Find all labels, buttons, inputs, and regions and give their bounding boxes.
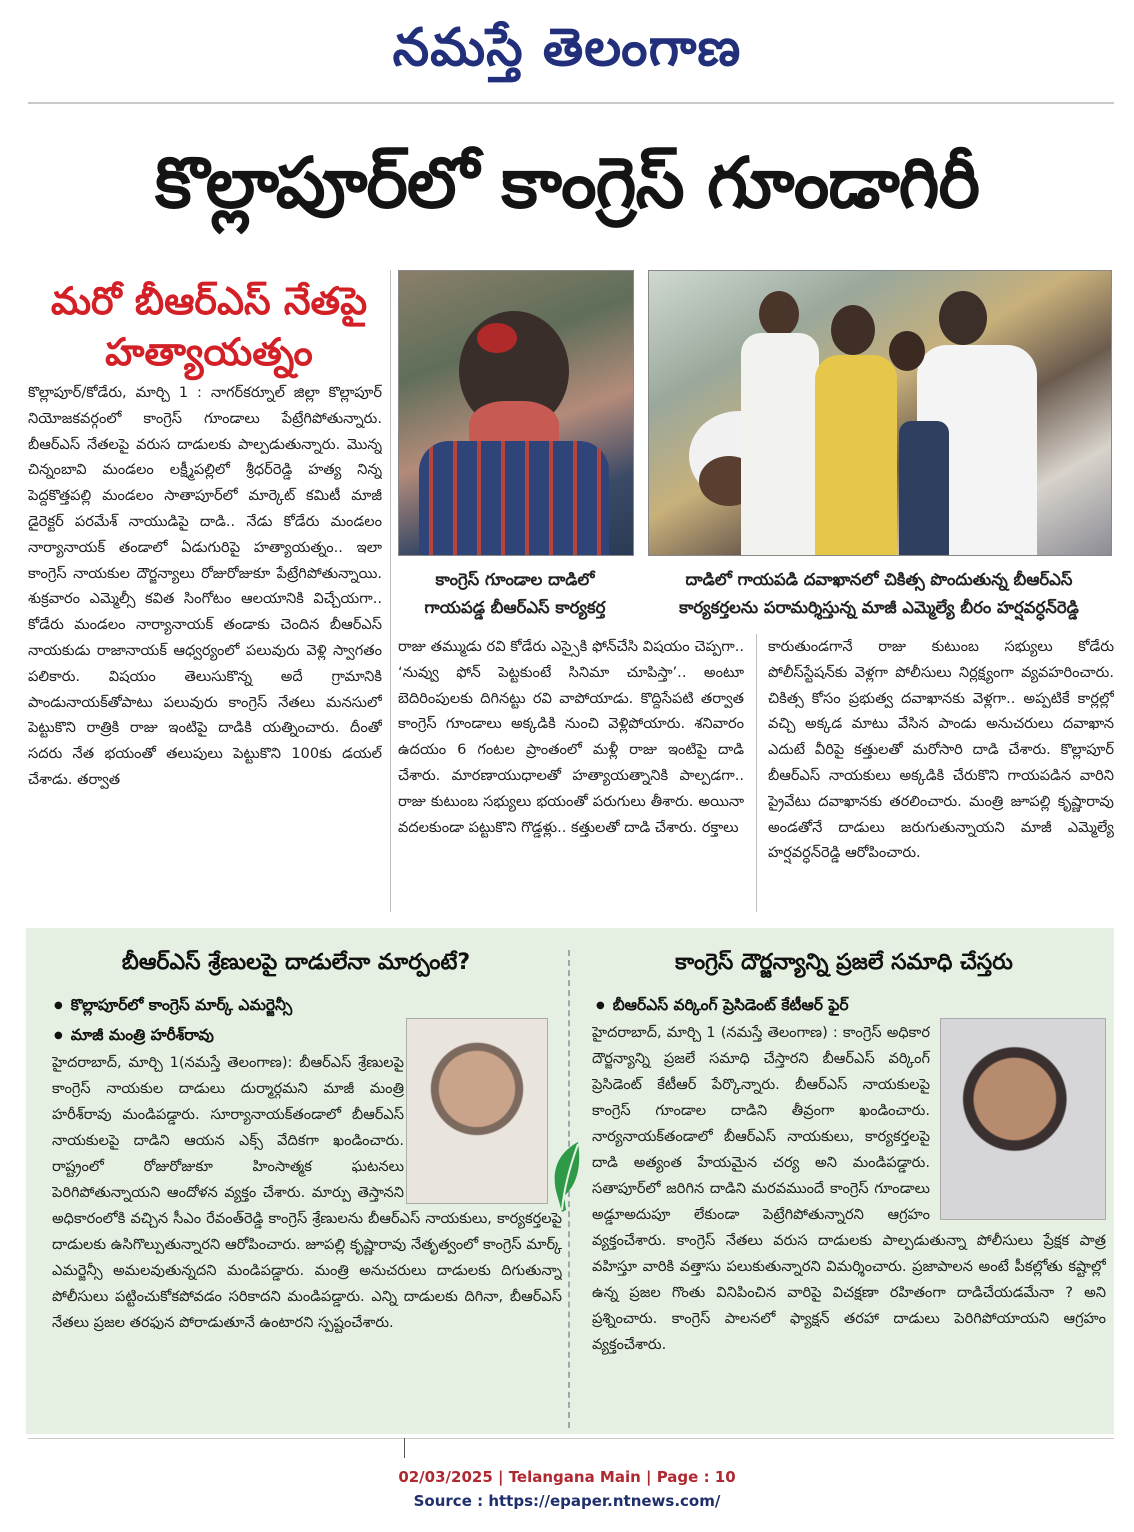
photo-caption-left-line-2: గాయపడ్డ బీఆర్‌ఎస్ కార్యకర్త xyxy=(424,598,606,617)
subheadline-line-2: హత్యాయత్నం xyxy=(105,330,313,374)
ktr-photo xyxy=(940,1018,1106,1220)
right-box-body: హైదరాబాద్, మార్చి 1 (నమస్తే తెలంగాణ) : కాంగ్రెస్ అధికార దౌర్జన్యాన్ని ప్రజలే సమాధి చేస్తారని బీఆర్‌ఎస్ వర్కింగ్ ప్రెసిడెంట్ కేటీఆర్ పేర్కొన్నారు. బీఆర్‌ఎస్ నాయకులపై కాంగ్రెస్ గూండాల దాడిని తీవ్రంగా ఖండించారు. నార్యనాయక్‌తండాలో బీఆర్‌ఎస్ నాయకులు, కార్యకర్తలపై దాడి అత్యంత హేయమైన చర్య అని మండిపడ్డారు. సతాపూర్‌లో జరిగిన దాడిని మరవముందే కాంగ్రెస్ గూండాలు అడ్డూఅదుపూ లేకుండా పెట్రేగిపోతున్నారని ఆగ్రహం వ్యక్తంచేశారు. కాంగ్రెస్ నేతలు వరుస దాడులకు పాల్పడుతున్నా పోలీసులు ప్రేక్షక పాత్ర వహిస్తూ వారికి వత్తాసు పలుకుతున్నారని విమర్శించారు. ప్రజాపాలన అంటే పీకల్లోతు కష్టాల్లో ఉన్న ప్రజల గొంతు వినిపించిన వారిపై విచక్షణా రహితంగా దాడిచేయడమేనా ? అని ప్రశ్నించారు. కాంగ్రెస్ పాలనలో ఫ్యాక్షన్ తరహా దాడులు పెరిగిపోయాయని ఆగ్రహం వ్యక్తంచేశారు. xyxy=(592,1024,1106,1353)
photo-caption-left-line-1: కాంగ్రెస్ గూండాల దాడిలో xyxy=(435,570,595,589)
left-box-title: బీఆర్‌ఎస్ శ్రేణులపై దాడులేనా మార్పంటే? xyxy=(121,950,471,975)
subheadline-line-1: మరో బీఆర్‌ఎస్ నేతపై xyxy=(50,279,368,323)
right-box-bullet-1: ● బీఆర్‌ఎస్ వర్కింగ్ ప్రెసిడెంట్ కేటీఆర్ ఫైర్ xyxy=(596,990,1096,1020)
hospital-visit-photo xyxy=(648,270,1112,556)
masthead-divider xyxy=(28,102,1114,104)
column-divider xyxy=(756,634,757,912)
source-link[interactable]: Source : https://epaper.ntnews.com/ xyxy=(413,1492,721,1510)
photo-caption-right-line-2: కార్యకర్తలను పరామర్శిస్తున్న మాజీ ఎమ్మెల్యే బీరం హర్షవర్ధన్‌రెడ్డి xyxy=(679,598,1079,617)
story-column-3: కారుతుండగానే రాజు కుటుంబ సభ్యులు కోడేరు పోలీస్‌స్టేషన్‌కు వెళ్లగా పోలీసులు నిర్లక్ష్యంగా వ్యవహరించారు. చికిత్స కోసం ప్రభుత్వ దవాఖానకు వెళ్లగా.. అప్పటికే కార్లల్లో వచ్చి అక్కడ మాటు వేసిన పాండు అనుచరులు దవాఖాన ఎదుటే వీరిపై కత్తులతో మరోసారి దాడి చేశారు. కొల్లాపూర్ బీఆర్‌ఎస్ నాయకులు అక్కడికి చేరుకొని గాయపడిన వారిని ప్రైవేటు దవాఖానకు తరలించారు. మంత్రి జూపల్లి కృష్ణారావు అండతోనే దాడులు జరుగుతున్నాయని మాజీ ఎమ్మెల్యే హర్షవర్ధన్‌రెడ్డి ఆరోపించారు. xyxy=(768,638,1114,862)
photo-caption-right-line-1: దాడిలో గాయపడి దవాఖానలో చికిత్స పొందుతున్న బీఆర్‌ఎస్ xyxy=(685,570,1073,589)
injured-worker-photo xyxy=(398,270,634,556)
story-column-2: రాజు తమ్ముడు రవి కోడేరు ఎస్సైకి ఫోన్‌చేసి విషయం చెప్పగా.. ‘నువ్వు ఫోన్ పెట్టకుంటే సినిమా చూపిస్తా’.. అంటూ బెదిరింపులకు దిగినట్టు రవి వాపోయాడు. కొద్దిసేపటి తర్వాత కాంగ్రెస్ గూండాలు అక్కడికి నుంచి వెళ్లిపోయారు. శనివారం ఉదయం 6 గంటల ప్రాంతంలో మళ్లీ రాజు ఇంటిపై దాడి చేశారు. మారణాయుధాలతో హత్యాయత్నానికి పాల్పడగా.. రాజు కుటుంబ సభ్యులు భయంతో పరుగులు తీశారు. అయినా వదలకుండా పట్టుకొని గొడ్డళ్లు.. కత్తులతో దాడి చేశారు. రక్తాలు xyxy=(398,638,744,836)
column-divider xyxy=(390,270,391,912)
photo-caption-left xyxy=(398,566,632,624)
left-box-body: హైదరాబాద్, మార్చి 1(నమస్తే తెలంగాణ): బీఆర్‌ఎస్ శ్రేణులపై కాంగ్రెస్ నాయకుల దాడులు దుర్మార్గమని మాజీ మంత్రి హరీశ్‌రావు మండిపడ్డారు. సూర్యానాయక్‌తండాలో బీఆర్‌ఎస్ నాయకులపై దాడిని ఆయన ఎక్స్ వేదికగా ఖండించారు. రాష్ట్రంలో రోజురోజుకూ హింసాత్మక ఘటనలు పెరిగిపోతున్నాయని ఆందోళన వ్యక్తం చేశారు. మార్పు తెస్తానని అధికారంలోకి వచ్చిన సీఎం రేవంత్‌రెడ్డి కాంగ్రెస్ శ్రేణులను బీఆర్‌ఎస్ నాయకులు, కార్యకర్తలపై దాడులకు ఉసిగొల్పుతున్నారని ఆరోపించారు. జూపల్లి కృష్ణారావు నేతృత్వంలో కాంగ్రెస్ మార్క్ ఎమర్జెన్సీ అమలవుతున్నదని మండిపడ్డారు. మంత్రి అనుచరులు దాడులకు దిగుతున్నా పోలీసులు పట్టించుకోకపోవడం సరికాదని మండిపడ్డారు. ఎన్ని దాడులకు దిగినా, బీఆర్‌ఎస్ నేతలు ప్రజల తరఫున పోరాడుతూనే ఉంటారని స్పష్టంచేశారు. xyxy=(52,1054,562,1331)
story-column-1: కొల్లాపూర్/కోడేరు, మార్చి 1 : నాగర్‌కర్నూల్ జిల్లా కొల్లాపూర్ నియోజకవర్గంలో కాంగ్రెస్ గూండాలు పేట్రేగిపోతున్నారు. బీఆర్‌ఎస్ నేతలపై వరుస దాడులకు పాల్పడుతున్నారు. మొన్న చిన్నంబావి మండలం లక్ష్మీపల్లిలో శ్రీధర్‌రెడ్డి హత్య నిన్న పెద్దకొత్తపల్లి మండలం సాతాపూర్‌లో మార్కెట్ కమిటీ మాజీ డైరెక్టర్ పరమేశ్ నాయుడిపై దాడి.. నేడు కోడేరు మండలం నార్యానాయక్ తండాలో ఏడుగురిపై హత్యాయత్నం.. ఇలా కాంగ్రెస్ నాయకుల దౌర్జన్యాలు రోజురోజుకూ పేట్రేగిపోతున్నాయి. శుక్రవారం ఎమ్మెల్సీ కవిత సింగోటం ఆలయానికి విచ్చేయగా.. కోడేరు మండలం నార్యానాయక్ తండాకు చెందిన బీఆర్‌ఎస్ నాయకుడు రాజానాయక్ ఆధ్వర్యంలో పలువురు వెళ్లి స్వాగతం పలికారు. విషయం తెలుసుకొన్న అదే గ్రామానికి పాండునాయక్‌తోపాటు పలువురు కాంగ్రెస్ నేతలు మనసులో పెట్టుకొని రాత్రికి రాజు ఇంటిపై దాడికి యత్నించారు. దీంతో సదరు నేత భయంతో తలుపులు పెట్టుకొని 100కు డయల్ చేశాడు. తర్వాత xyxy=(28,384,382,788)
green-leaf-icon xyxy=(548,1140,588,1214)
subheadline xyxy=(28,276,390,382)
footer-divider xyxy=(28,1438,1114,1439)
photo-caption-right xyxy=(648,566,1110,624)
footer-tick xyxy=(404,1438,405,1458)
masthead-logo: నమస్తే తెలంగాణ xyxy=(392,17,742,78)
left-box-bullet-2: ● మాజీ మంత్రి హరీశ్‌రావు xyxy=(54,1020,394,1050)
headline: కొల్లాపూర్‌లో కాంగ్రెస్ గూండాగిరీ xyxy=(155,142,979,224)
harish-rao-photo xyxy=(406,1018,548,1204)
right-box-title: కాంగ్రెస్ దౌర్జన్యాన్ని ప్రజలే సమాధి చేస్తరు xyxy=(675,950,1013,975)
left-box-bullet-1: ● కొల్లాపూర్‌లో కాంగ్రెస్ మార్క్ ఎమర్జెన్సీ xyxy=(54,990,554,1020)
edition-info: 02/03/2025 | Telangana Main | Page : 10 xyxy=(398,1468,736,1486)
